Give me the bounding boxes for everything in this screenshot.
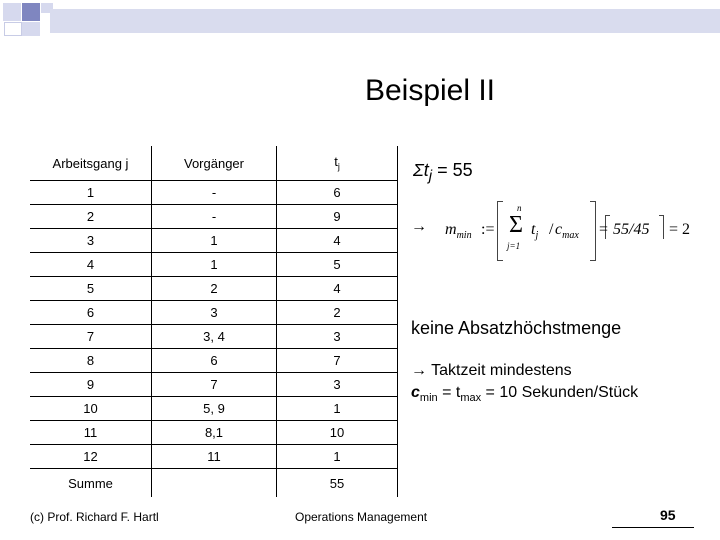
table-row bbox=[30, 325, 398, 349]
sum-formula: $\Sigma t_j = 55$ bbox=[413, 160, 473, 185]
table-row bbox=[30, 277, 398, 301]
cell-time: 3 bbox=[277, 325, 398, 349]
table-row bbox=[30, 421, 398, 445]
table-header-row bbox=[30, 146, 398, 181]
cell-time: 10 bbox=[277, 421, 398, 445]
cell-time: 4 bbox=[277, 229, 398, 253]
cell-arbeitsgang: 8 bbox=[30, 349, 152, 373]
table-row bbox=[30, 205, 398, 229]
table-row bbox=[30, 253, 398, 277]
footer-author: (c) Prof. Richard F. Hartl bbox=[30, 510, 159, 524]
cmin-text: $c_{min} = t_{max} = 10$ Sekunden/Stück bbox=[411, 384, 639, 405]
footer-course: Operations Management bbox=[295, 510, 428, 524]
sum-value: 55 bbox=[277, 469, 398, 498]
page-title: Beispiel II bbox=[364, 74, 496, 107]
sum-spacer bbox=[152, 469, 277, 498]
cell-arbeitsgang: 7 bbox=[30, 325, 152, 349]
sum-row bbox=[30, 469, 398, 498]
cell-arbeitsgang: 4 bbox=[30, 253, 152, 277]
table-row bbox=[30, 349, 398, 373]
table-row bbox=[30, 181, 398, 205]
cell-arbeitsgang: 1 bbox=[30, 181, 152, 205]
cell-vorgaenger: 1 bbox=[152, 253, 277, 277]
cell-time: 3 bbox=[277, 373, 398, 397]
header-band bbox=[50, 9, 720, 33]
cell-arbeitsgang: 9 bbox=[30, 373, 152, 397]
table-row bbox=[30, 445, 398, 469]
cell-time: 1 bbox=[277, 445, 398, 469]
cell-arbeitsgang: 12 bbox=[30, 445, 152, 469]
cell-arbeitsgang: 2 bbox=[30, 205, 152, 229]
table-row bbox=[30, 373, 398, 397]
cell-vorgaenger: 1 bbox=[152, 229, 277, 253]
cell-time: 5 bbox=[277, 253, 398, 277]
cell-time: 7 bbox=[277, 349, 398, 373]
cell-vorgaenger: 2 bbox=[152, 277, 277, 301]
sum-label: Summe bbox=[30, 469, 152, 498]
cell-vorgaenger: 5, 9 bbox=[152, 397, 277, 421]
cell-arbeitsgang: 10 bbox=[30, 397, 152, 421]
operations-table bbox=[30, 146, 398, 497]
header-arbeitsgang: Arbeitsgang j bbox=[30, 146, 152, 181]
table-row bbox=[30, 229, 398, 253]
cell-time: 6 bbox=[277, 181, 398, 205]
header-decoration bbox=[0, 0, 720, 36]
no-max-quantity-text: keine Absatzhöchstmenge bbox=[411, 318, 622, 338]
header-time: $t_j$ bbox=[277, 146, 398, 181]
cell-arbeitsgang: 3 bbox=[30, 229, 152, 253]
cell-arbeitsgang: 11 bbox=[30, 421, 152, 445]
cycle-time-text: → Taktzeit mindestens bbox=[411, 362, 572, 379]
cell-arbeitsgang: 5 bbox=[30, 277, 152, 301]
footer-line bbox=[612, 527, 694, 528]
cell-time: 1 bbox=[277, 397, 398, 421]
cell-vorgaenger: 7 bbox=[152, 373, 277, 397]
cell-time: 9 bbox=[277, 205, 398, 229]
cell-arbeitsgang: 6 bbox=[30, 301, 152, 325]
cell-time: 2 bbox=[277, 301, 398, 325]
cell-vorgaenger: 3 bbox=[152, 301, 277, 325]
page-number: 95 bbox=[660, 507, 676, 523]
cell-time: 4 bbox=[277, 277, 398, 301]
arrow-icon: → bbox=[411, 218, 427, 235]
mmin-formula: $m_{min}$ := n Σ j=1 $t_j$ / $c_{max}$ = 55/45 = 2 bbox=[445, 195, 700, 265]
table-row bbox=[30, 301, 398, 325]
cell-vorgaenger: - bbox=[152, 205, 277, 229]
cell-vorgaenger: 11 bbox=[152, 445, 277, 469]
cell-vorgaenger: 6 bbox=[152, 349, 277, 373]
cell-vorgaenger: 3, 4 bbox=[152, 325, 277, 349]
cell-vorgaenger: 8,1 bbox=[152, 421, 277, 445]
cell-vorgaenger: - bbox=[152, 181, 277, 205]
header-vorgaenger: Vorgänger bbox=[152, 146, 277, 181]
table-row bbox=[30, 397, 398, 421]
